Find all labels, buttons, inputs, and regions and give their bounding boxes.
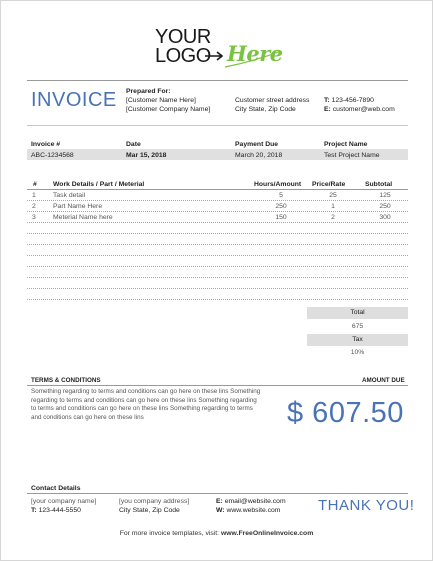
header-divider [27, 80, 408, 81]
amount-due-value: $ 607.50 [287, 397, 404, 429]
page-title: INVOICE [31, 89, 117, 111]
table-header-divider [27, 189, 408, 190]
row-description: Task detail [53, 192, 86, 199]
row-divider [27, 288, 408, 289]
row-divider [27, 244, 408, 245]
col-number: # [33, 181, 37, 188]
row-divider [27, 299, 408, 300]
date-value: Mar 15, 2018 [126, 152, 167, 159]
customer-company: [Customer Company Name] [126, 106, 211, 113]
row-divider [27, 233, 408, 234]
row-price: 1 [331, 203, 335, 210]
project-name-label: Project Name [324, 141, 368, 148]
payment-due-value: March 20, 2018 [235, 152, 283, 159]
invoice-number-value: ABC-1234568 [31, 152, 74, 159]
row-divider [27, 277, 408, 278]
invoice-number-label: Invoice # [31, 141, 61, 148]
contact-phone [31, 506, 81, 515]
contact-web [216, 506, 280, 515]
row-hours: 5 [279, 192, 283, 199]
row-description: Part Name Here [53, 203, 103, 210]
footer [1, 530, 432, 537]
customer-name: [Customer Name Here] [126, 97, 196, 104]
terms-divider [27, 385, 408, 386]
col-subtotal: Subtotal [365, 181, 393, 188]
row-divider [27, 266, 408, 267]
email-value: customer@web.com [332, 106, 395, 113]
footer-site-link[interactable]: www.FreeOnlineInvoice.com [220, 530, 314, 537]
payment-due-label: Payment Due [235, 141, 279, 148]
web-label: W: [216, 507, 225, 514]
email-label: E: [216, 498, 223, 505]
row-subtotal: 300 [379, 214, 391, 221]
row-description: Meterial Name here [53, 214, 113, 221]
contact-city: City State, Zip Code [119, 507, 180, 514]
row-hours: 250 [275, 203, 287, 210]
col-price: Price/Rate [312, 181, 346, 188]
row-subtotal: 250 [379, 203, 391, 210]
prepared-for-label: Prepared For: [126, 88, 171, 95]
customer-phone [324, 96, 374, 105]
customer-street: Customer street address [235, 97, 310, 104]
contact-company: [your company name] [31, 498, 97, 505]
thank-you-text: THANK YOU! [318, 497, 415, 514]
terms-text: Something regarding to terms and conditions can go here on these lins Something regarding to terms and conditions can go here on these lins Something regarding to terms and conditions can go here on these lins Something regarding to terms and conditions can go here on these lins [31, 388, 261, 421]
date-label: Date [126, 141, 141, 148]
footer-prefix: For more invoice templates, visit: [119, 530, 220, 537]
contact-email [216, 497, 286, 506]
col-hours: Hours/Amount [254, 181, 302, 188]
row-divider [27, 211, 408, 212]
email-value: email@website.com [224, 498, 286, 505]
tax-label: Tax [307, 334, 408, 346]
row-number: 2 [32, 203, 36, 210]
row-divider [27, 255, 408, 256]
customer-email [324, 105, 395, 114]
web-value: www.website.com [226, 507, 281, 514]
row-price: 2 [331, 214, 335, 221]
total-value: 675 [351, 323, 364, 330]
terms-label: TERMS & CONDITIONS [31, 377, 101, 384]
phone-label: T: [31, 507, 37, 514]
customer-city: City State, Zip Code [235, 106, 296, 113]
logo-accent: Here [227, 41, 283, 66]
row-number: 3 [32, 214, 36, 221]
row-subtotal: 125 [379, 192, 391, 199]
logo-line2: LOGO [155, 45, 211, 67]
row-hours: 150 [275, 214, 287, 221]
total-label: Total [307, 307, 408, 319]
row-divider [27, 200, 408, 201]
logo-line1: YOUR [155, 26, 211, 48]
tax-value: 10% [350, 349, 365, 356]
contact-divider [27, 493, 408, 494]
row-divider [27, 222, 408, 223]
project-name-value: Test Project Name [324, 152, 380, 159]
phone-value: 123-444-5550 [38, 507, 81, 514]
email-label: E: [324, 106, 331, 113]
contact-label: Contact Details [31, 485, 81, 492]
meta-divider [27, 125, 408, 126]
phone-value: 123-456-7890 [331, 97, 374, 104]
company-logo [155, 27, 285, 71]
phone-label: T: [324, 97, 330, 104]
col-description: Work Details / Part / Meterial [53, 181, 145, 188]
row-number: 1 [32, 192, 36, 199]
row-price: 25 [329, 192, 337, 199]
contact-address: [you company address] [119, 498, 190, 505]
amount-due-label: AMOUNT DUE [362, 377, 405, 384]
